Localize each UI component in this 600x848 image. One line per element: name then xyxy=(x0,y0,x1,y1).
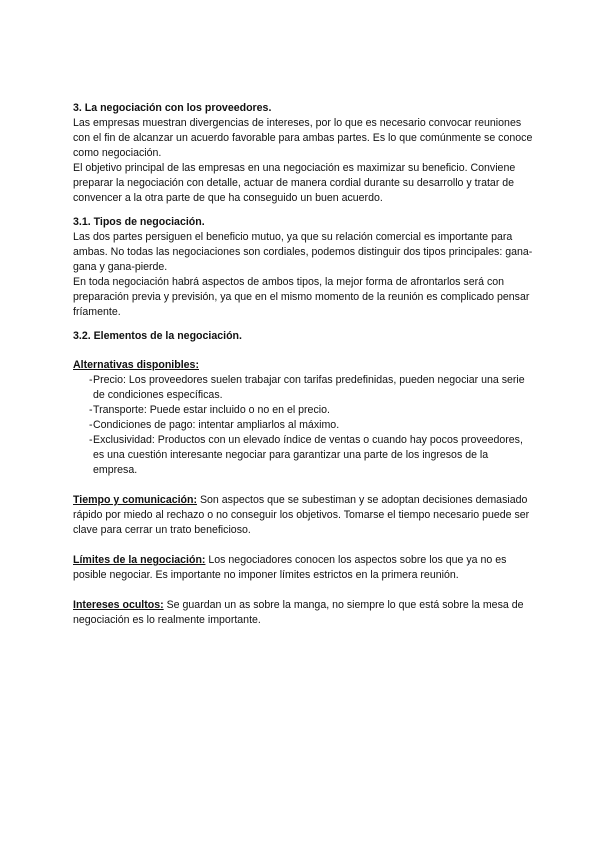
alternatives-label: Alternativas disponibles: xyxy=(73,359,199,371)
section-3-paragraph-2: El objetivo principal de las empresas en una negociación es maximizar su beneficio. Conviene preparar la negociación con detalle, actuar de manera cordial durante su desarrollo y tratar de convencer a la otra parte de que ha conseguido un buen acuerdo. xyxy=(73,162,516,204)
list-bullet: - xyxy=(89,374,93,386)
limites-label: Límites de la negociación: xyxy=(73,554,206,566)
list-bullet: - xyxy=(89,404,93,416)
list-bullet: - xyxy=(89,434,93,446)
section-3-1-paragraph-1: Las dos partes persiguen el beneficio mutuo, ya que su relación comercial es importante para ambas. No todas las negociaciones son cordiales, podemos distinguir dos tipos principales: gana-gana y gana-pierde. xyxy=(73,231,533,273)
alternative-exclusividad: Exclusividad: Productos con un elevado índice de ventas o cuando hay pocos proveedores, es una cuestión interesante negociar para garantizar una parte de los ingresos de la empresa. xyxy=(93,434,523,476)
alternative-transporte: Transporte: Puede estar incluido o no en el precio. xyxy=(93,404,330,416)
section-3-1-heading: 3.1. Tipos de negociación. xyxy=(73,216,205,228)
alternative-precio: Precio: Los proveedores suelen trabajar con tarifas predefinidas, pueden negociar una serie de condiciones específicas. xyxy=(93,374,525,401)
tiempo-paragraph xyxy=(73,493,535,538)
limites-paragraph xyxy=(73,553,535,583)
section-3-2-heading: 3.2. Elementos de la negociación. xyxy=(73,330,242,342)
section-3-1-paragraph-2: En toda negociación habrá aspectos de ambos tipos, la mejor forma de afrontarlos será con preparación previa y previsión, ya que en el mismo momento de la reunión es complicado pensar fríamente. xyxy=(73,276,530,318)
section-3-paragraph-1: Las empresas muestran divergencias de intereses, por lo que es necesario convocar reuniones con el fin de alcanzar un acuerdo favorable para ambas partes. Es lo que comúnmente se conoce como negociación. xyxy=(73,117,533,159)
intereses-paragraph xyxy=(73,598,535,628)
limites-text: Los negociadores conocen los aspectos sobre los que ya no es posible negociar. Es importante no imponer límites estrictos en la primera reunión. xyxy=(73,554,507,581)
list-item xyxy=(73,403,535,418)
alternative-condiciones-pago: Condiciones de pago: intentar ampliarlos al máximo. xyxy=(93,419,340,431)
tiempo-label: Tiempo y comunicación: xyxy=(73,494,198,506)
intereses-label: Intereses ocultos: xyxy=(73,599,164,611)
alternatives-list xyxy=(73,373,535,478)
document-content xyxy=(73,101,535,628)
list-item xyxy=(73,373,535,403)
list-item xyxy=(73,433,535,478)
tiempo-text: Son aspectos que se subestiman y se adoptan decisiones demasiado rápido por miedo al rechazo o no conseguir los objetivos. Tomarse el tiempo necesario puede ser clave para cerrar un trato beneficioso. xyxy=(73,494,530,536)
list-item xyxy=(73,418,535,433)
intereses-text: Se guardan un as sobre la manga, no siempre lo que está sobre la mesa de negociación es lo realmente importante. xyxy=(73,599,524,626)
section-3-heading: 3. La negociación con los proveedores. xyxy=(73,102,272,114)
list-bullet: - xyxy=(89,419,93,431)
